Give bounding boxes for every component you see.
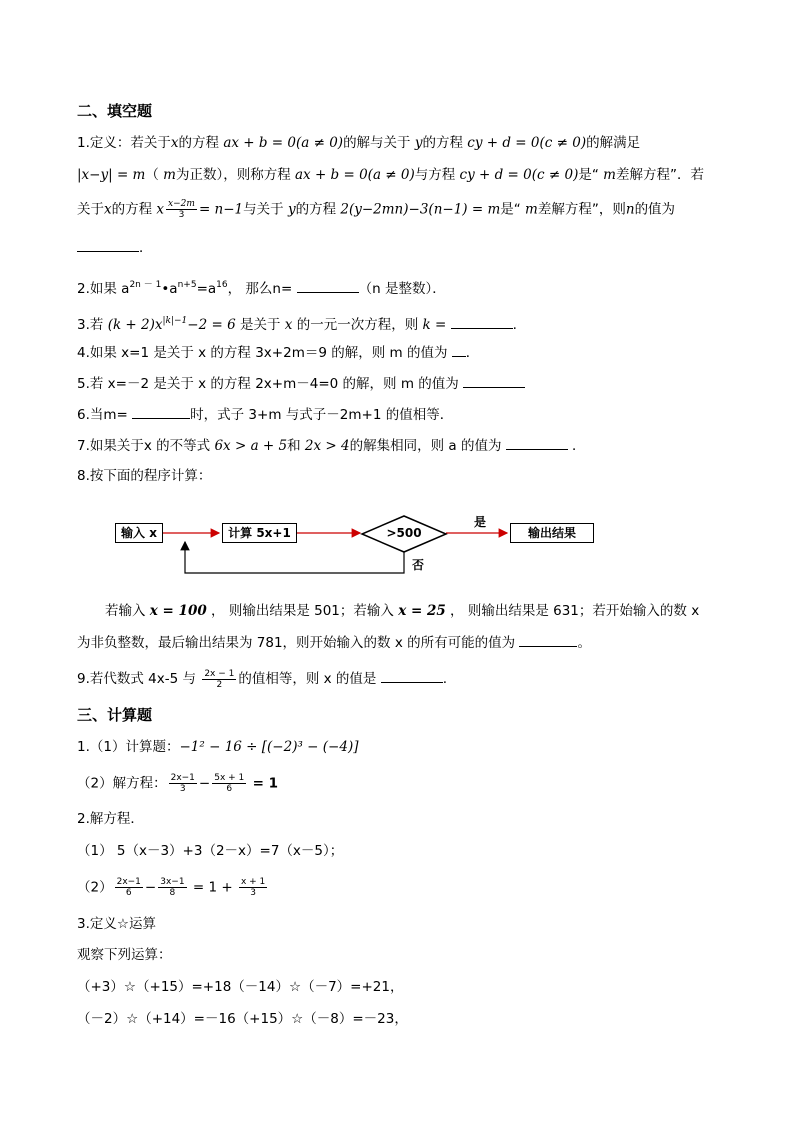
- q1-line4: ．: [77, 237, 153, 258]
- c1-line1: 1.（1）计算题：−1² − 16 ÷ [(−2)³ − (−4)]: [77, 739, 359, 755]
- q1-line2: |x−y| = m（ m为正数），则称方程 ax + b = 0(a ≠ 0)与方程 cy + d = 0(c ≠ 0)是“ m差解方程”．若: [77, 167, 704, 183]
- q7-line: 7.如果关于x 的不等式 6x > a + 5和 2x > 4的解集相同，则 a 的值为 ．: [77, 435, 586, 456]
- c1-line2: （2）解方程： $\frac{2x-1}{3}$ − $\frac{5x + 1}{6}$ = 1: [77, 773, 278, 794]
- flow-box-compute: 计算 5x+1: [222, 523, 297, 543]
- flow-box-output: 输出结果: [510, 523, 594, 543]
- flow-box-input: 输入 x: [115, 523, 163, 543]
- q8-answer-blank[interactable]: [519, 632, 577, 647]
- c3-subtitle: 观察下列运算：: [77, 947, 172, 963]
- q3-line: 3.若 $(k + 2)x^{|k|-1}-2 = 6$ 是关于 x 的一元一次方程，则 k = .: [77, 316, 517, 333]
- flow-diamond-label: >500: [386, 526, 422, 540]
- c3-line1: （+3）☆（+15）=+18（－14）☆（－7）=+21，: [77, 979, 404, 995]
- q5-line: 5.若 x=－2 是关于 x 的方程 2x+m－4=0 的解，则 m 的值为: [77, 373, 525, 394]
- q1-line3: 关于x的方程 x $\frac{x-2m}{3}$ = n−1与关于 y的方程 2(y−2mn)−3(n−1) = m是“ m差解方程”，则n的值为: [77, 199, 676, 220]
- q9-line: 9.若代数式 4x-5 与 $\frac{2x - 1}{2}$ 的值相等，则 x 的值是 .: [77, 668, 448, 690]
- flow-yes-label: 是: [474, 515, 487, 529]
- c2-p1: （1） 5（x－3）+3（2－x）=7（x－5）；: [77, 843, 344, 859]
- c2-p2: （2） $\frac{2x-1}{6}$ − $\frac{3x-1}{8}$ = 1 + $\frac{x + 1}{3}$: [77, 877, 266, 898]
- section-fill-blank-title: 二、填空题: [77, 102, 153, 120]
- q9-answer-blank[interactable]: [381, 668, 443, 683]
- q8-title: 8.按下面的程序计算：: [77, 468, 212, 484]
- q1-line1: 1.定义：若关于x的方程 ax + b = 0(a ≠ 0)的解与关于 y的方程 cy + d = 0(c ≠ 0)的解满足: [77, 135, 641, 151]
- c3-line2: （－2）☆（+14）=－16（+15）☆（－8）=－23，: [77, 1011, 408, 1027]
- q1-fraction: $\frac{x-2m}{3}$: [168, 199, 195, 220]
- q8-para1: 若输入 x = 100 ， 则输出结果是 501；若输入 x = 25 ， 则输出结果是 631；若开始输入的数 x: [105, 603, 700, 619]
- q2-line: 2.如果 $a^{2n - 1}•a^{n+5}=a^{16}$， 那么n= （n 是整数）．: [77, 280, 446, 297]
- section-calc-title: 三、计算题: [77, 706, 153, 724]
- flow-loop-arrow: [185, 542, 404, 573]
- q4-line: 4.如果 x=1 是关于 x 的方程 3x+2m＝9 的解，则 m 的值为 ．: [77, 342, 479, 363]
- c2-title: 2.解方程．: [77, 811, 144, 827]
- c3-title: 3.定义☆运算: [77, 916, 156, 932]
- q8-para2: 为非负整数，最后输出结果为 781，则开始输入的数 x 的所有可能的值为 。: [77, 632, 591, 653]
- q6-line: 6.当m= 时，式子 3+m 与式子－2m+1 的值相等．: [77, 404, 453, 425]
- flow-no-label: 否: [412, 558, 425, 572]
